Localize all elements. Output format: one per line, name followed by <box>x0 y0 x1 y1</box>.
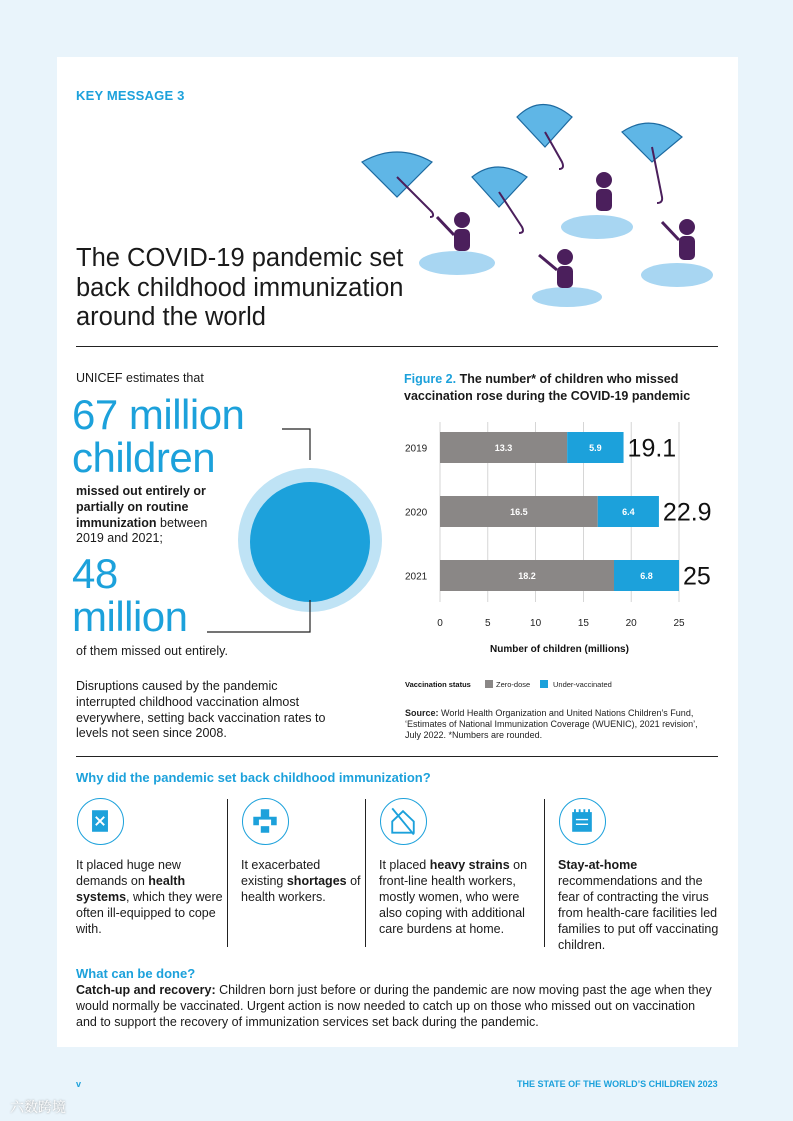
reason-text <box>76 857 226 937</box>
legend-swatch-zero-dose <box>485 680 493 688</box>
reason-text <box>558 857 723 953</box>
column-divider <box>227 799 228 947</box>
source-label: Source: <box>405 708 439 718</box>
bar-data-label: 16.5 <box>510 507 528 517</box>
figure-title-text: The number* of children who missed vaccination rose during the COVID-19 pandemic <box>404 372 691 403</box>
reason-text-pre: It placed huge new demands on <box>76 858 181 888</box>
reason-text-bold: shortages <box>286 874 347 888</box>
x-axis-title: Number of children (millions) <box>490 644 629 655</box>
x-tick-label: 25 <box>673 618 685 629</box>
lead-text: UNICEF estimates that <box>76 371 204 385</box>
reason-text-post: on front-line health workers, mostly women, who were also coping with additional care burdens at home. <box>379 858 528 936</box>
key-message-label: KEY MESSAGE 3 <box>76 88 185 103</box>
reason-text-pre: It exacerbated existing <box>241 858 321 888</box>
section-divider <box>76 756 718 757</box>
report-page <box>57 57 738 1047</box>
legend-label-under-vaccinated: Under-vaccinated <box>553 680 612 689</box>
reason-text <box>241 857 366 905</box>
stat-48-million <box>72 552 188 638</box>
x-tick-label: 5 <box>485 618 491 629</box>
bar-total-label: 25 <box>683 562 711 591</box>
x-tick-label: 20 <box>625 618 637 629</box>
column-divider <box>544 799 545 947</box>
reason-text <box>379 857 539 937</box>
page-number: v <box>76 1079 82 1089</box>
stat-line: children <box>72 434 216 481</box>
reason-text-pre: It placed <box>379 858 430 872</box>
x-tick-label: 10 <box>530 618 542 629</box>
bar-total-label: 19.1 <box>627 434 677 463</box>
medical-cross-icon <box>242 798 289 845</box>
figure-source <box>405 708 705 741</box>
reason-text-post: recommendations and the fear of contracting the virus from health-care facilities led families to put off vaccinating children. <box>558 874 719 952</box>
bar-data-label: 6.8 <box>640 571 653 581</box>
legend-swatch-under-vaccinated <box>540 680 548 688</box>
y-category-label: 2019 <box>405 443 428 455</box>
reason-text-post: of health workers. <box>241 874 361 904</box>
y-category-label: 2021 <box>405 571 428 583</box>
x-tick-label: 15 <box>577 618 589 629</box>
umbrella-icon <box>362 152 433 217</box>
reason-text-post: , which they were often ill-equipped to cope with. <box>76 890 223 936</box>
umbrella-icon <box>472 167 527 233</box>
floating-child-icon <box>561 172 633 239</box>
legend-label-zero-dose: Zero-dose <box>496 680 531 689</box>
publication-title: THE STATE OF THE WORLD’S CHILDREN 2023 <box>517 1079 718 1089</box>
why-heading: Why did the pandemic set back childhood immunization? <box>76 770 431 785</box>
action-bold: Catch-up and recovery: <box>76 983 216 997</box>
disruption-paragraph: Disruptions caused by the pandemic interrupted childhood vaccination almost everywhere, setting back vaccination rates to levels not seen since 2008. <box>76 679 326 741</box>
bar-data-label: 5.9 <box>589 443 602 453</box>
calendar-icon <box>559 798 606 845</box>
reason-text-bold: heavy strains <box>429 858 510 872</box>
reason-text-bold: Stay-at-home <box>558 858 638 872</box>
figure-label: Figure 2. <box>404 372 457 386</box>
source-text: World Health Organization and United Nations Children’s Fund, ‘Estimates of National Immunization Coverage (WUENIC), 2021 revision’, July 2022. *Numbers are rounded. <box>405 708 698 740</box>
figure-title <box>404 371 724 405</box>
action-paragraph <box>76 982 716 1030</box>
children-circle-graphic <box>202 422 382 637</box>
watermark: 六数跨境 <box>10 1099 66 1115</box>
reason-text-bold: health systems <box>76 874 186 904</box>
bracket-line <box>282 429 310 460</box>
floating-child-icon <box>641 219 713 287</box>
bar-data-label: 6.4 <box>622 507 635 517</box>
page-title: The COVID-19 pandemic set back childhood immunization around the world <box>76 244 404 331</box>
clipboard-x-icon <box>77 798 124 845</box>
stat-line: million <box>72 593 188 640</box>
stat-description-rest: between 2019 and 2021; <box>76 515 208 546</box>
action-text: Children born just before or during the pandemic are now moving past the age when they would normally be vaccinated. Urgent action is now needed to catch up on those who missed out on vaccination and to support the recovery of immunization services set back during the pandemic. <box>76 983 712 1029</box>
column-divider <box>365 799 366 947</box>
umbrella-icon <box>517 105 572 170</box>
missed-entirely-circle <box>250 482 370 602</box>
bar-total-label: 22.9 <box>662 498 712 527</box>
stat-48-description: of them missed out entirely. <box>76 644 228 658</box>
action-heading: What can be done? <box>76 966 196 981</box>
bar-data-label: 13.3 <box>494 443 513 453</box>
x-tick-label: 0 <box>437 618 443 629</box>
house-slash-icon <box>380 798 427 845</box>
umbrella-icon <box>622 123 682 203</box>
y-category-label: 2020 <box>405 507 428 519</box>
legend-title: Vaccination status <box>405 680 471 689</box>
stat-line: 67 million <box>72 391 245 438</box>
stat-line: 48 <box>72 550 118 597</box>
missed-vaccination-chart <box>387 417 727 707</box>
floating-child-icon <box>532 249 602 307</box>
stat-description-bold: missed out entirely or partially on routine immunization <box>76 484 206 530</box>
bar-data-label: 18.2 <box>518 571 536 581</box>
title-divider <box>76 346 718 347</box>
